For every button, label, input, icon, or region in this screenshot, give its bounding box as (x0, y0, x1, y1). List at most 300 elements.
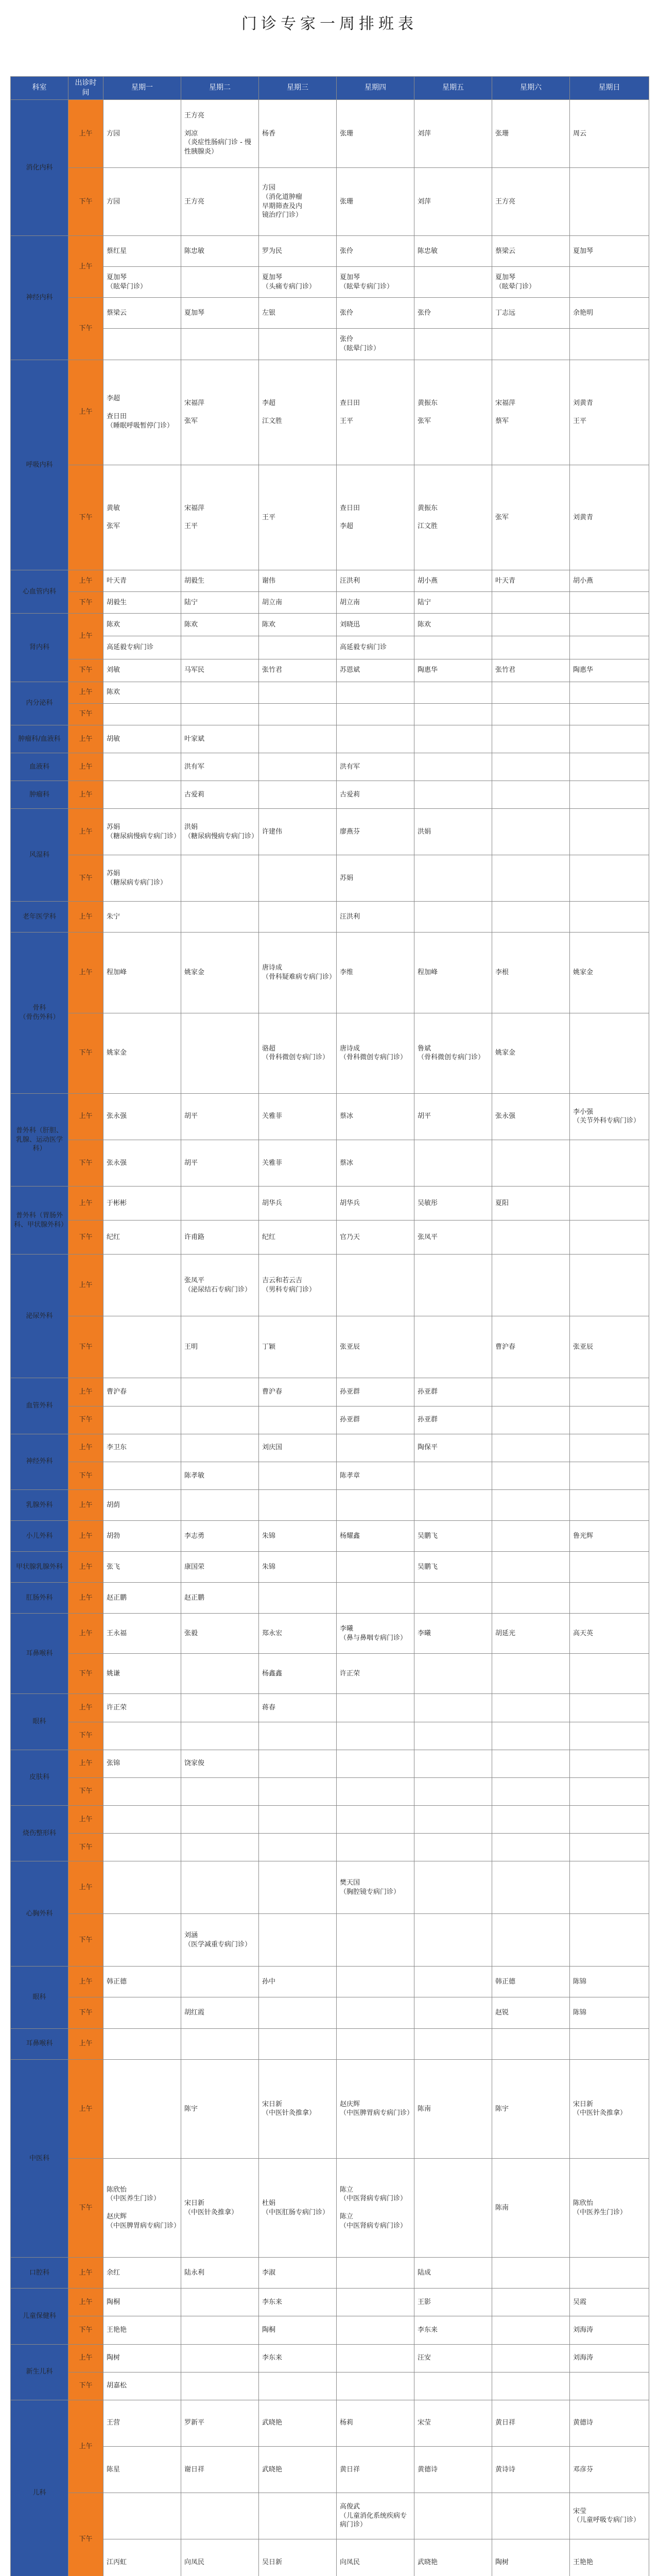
doctor-cell: 姚家金 (492, 1013, 570, 1093)
period-label: 上午 (68, 2344, 103, 2372)
period-label: 上午 (68, 2400, 103, 2493)
department-name: 心胸外科 (11, 1861, 68, 1966)
doctor-cell (492, 1583, 570, 1614)
doctor-cell (259, 855, 337, 902)
doctor-cell: 夏加琴 (570, 236, 649, 267)
schedule-row (11, 360, 649, 465)
doctor-cell: 唐诗成 （骨科疑难病专病门诊） (259, 933, 337, 1013)
doctor-cell: 张伶 (337, 298, 414, 329)
header-cell: 星期日 (570, 77, 649, 100)
doctor-cell (181, 1861, 259, 1913)
schedule-row (11, 2344, 649, 2372)
doctor-cell: 许建伟 (259, 809, 337, 855)
department-name: 中医科 (11, 2059, 68, 2258)
doctor-cell (570, 1378, 649, 1406)
schedule-row (11, 1140, 649, 1186)
doctor-cell: 刘黄青 (570, 465, 649, 570)
doctor-cell (570, 682, 649, 703)
doctor-cell (570, 1654, 649, 1694)
doctor-cell: 陶惠华 (414, 659, 492, 682)
doctor-cell (492, 1406, 570, 1434)
doctor-cell (570, 1013, 649, 1093)
doctor-cell: 陈宇 (492, 2059, 570, 2158)
department-name: 口腔科 (11, 2258, 68, 2289)
department-name: 眼科 (11, 1694, 68, 1750)
doctor-cell (259, 1489, 337, 1520)
doctor-cell: 黄振东 张军 (414, 360, 492, 465)
doctor-cell: 吴敏彤 (414, 1186, 492, 1220)
doctor-cell: 陈宇 (181, 2059, 259, 2158)
period-label: 上午 (68, 1378, 103, 1406)
doctor-cell (103, 2059, 181, 2158)
doctor-cell: 杨莉 (337, 2400, 414, 2446)
department-name: 血管外科 (11, 1378, 68, 1434)
doctor-cell: 黄德诗 (414, 2446, 492, 2493)
schedule-row (11, 2446, 649, 2493)
doctor-cell: 王营 (103, 2400, 181, 2446)
doctor-cell: 王明 (181, 1316, 259, 1378)
doctor-cell: 张伶 (337, 236, 414, 267)
department-name: 皮肤科 (11, 1750, 68, 1805)
doctor-cell: 武晓艳 (259, 2400, 337, 2446)
doctor-cell: 纪红 (259, 1221, 337, 1255)
period-label: 下午 (68, 1654, 103, 1694)
schedule-row (11, 1255, 649, 1316)
schedule-row (11, 99, 649, 167)
doctor-cell: 许正荣 (337, 1654, 414, 1694)
doctor-cell: 鲁斌 （骨科微创专病门诊） (414, 1013, 492, 1093)
doctor-cell: 苏娟 （糖尿病慢病专病门诊） (103, 809, 181, 855)
doctor-cell: 张珊 (337, 167, 414, 235)
doctor-cell (181, 2372, 259, 2400)
doctor-cell: 张永强 (492, 1093, 570, 1140)
department-name: 肿瘤科/血液科 (11, 725, 68, 753)
doctor-cell (181, 1722, 259, 1750)
header-cell: 星期五 (414, 77, 492, 100)
period-label: 上午 (68, 236, 103, 298)
header-cell: 科室 (11, 77, 68, 100)
doctor-cell (337, 2316, 414, 2344)
doctor-cell: 孙亚群 (337, 1378, 414, 1406)
doctor-cell: 鲁光辉 (570, 1520, 649, 1551)
doctor-cell: 姚家金 (181, 933, 259, 1013)
doctor-cell (337, 1833, 414, 1861)
doctor-cell (414, 725, 492, 753)
doctor-cell (181, 2493, 259, 2539)
schedule-row (11, 1552, 649, 1583)
doctor-cell: 高延毅专病门诊 (103, 636, 181, 659)
department-name: 烧伤整形科 (11, 1805, 68, 1861)
doctor-cell (181, 1406, 259, 1434)
doctor-cell: 马军民 (181, 659, 259, 682)
department-name: 风湿科 (11, 809, 68, 902)
doctor-cell: 朱锦 (259, 1552, 337, 1583)
period-label: 上午 (68, 2258, 103, 2289)
doctor-cell (492, 1140, 570, 1186)
doctor-cell (259, 1833, 337, 1861)
period-label: 上午 (68, 1614, 103, 1654)
doctor-cell: 李超 江文胜 (259, 360, 337, 465)
doctor-cell: 高延毅专病门诊 (337, 636, 414, 659)
doctor-cell (337, 1777, 414, 1805)
doctor-cell (259, 1583, 337, 1614)
period-label: 下午 (68, 592, 103, 614)
doctor-cell: 方园 (103, 99, 181, 167)
doctor-cell (181, 682, 259, 703)
doctor-cell (103, 1805, 181, 1833)
schedule-row (11, 2316, 649, 2344)
doctor-cell: 李曦 (414, 1614, 492, 1654)
department-name: 肿瘤科 (11, 781, 68, 808)
period-label: 下午 (68, 167, 103, 235)
doctor-cell: 李东来 (259, 2344, 337, 2372)
doctor-cell: 宋日新 （中医针灸推拿） (259, 2059, 337, 2158)
period-label: 下午 (68, 1013, 103, 1093)
doctor-cell: 许正荣 (103, 1694, 181, 1722)
doctor-cell (337, 1805, 414, 1833)
doctor-cell: 叶天青 (103, 570, 181, 592)
doctor-cell: 陈欣怡 （中医养生门诊） 赵庆辉 （中医脾胃病专病门诊） (103, 2158, 181, 2257)
doctor-cell: 胡敏 (103, 725, 181, 753)
doctor-cell: 胡荫 (103, 1489, 181, 1520)
doctor-cell: 汪安 (414, 2344, 492, 2372)
doctor-cell: 李维 (337, 933, 414, 1013)
doctor-cell: 丁志远 (492, 298, 570, 329)
period-label: 上午 (68, 2059, 103, 2158)
doctor-cell (414, 1805, 492, 1833)
doctor-cell (337, 1434, 414, 1462)
doctor-cell: 蔡梁云 (103, 298, 181, 329)
doctor-cell (181, 1378, 259, 1406)
doctor-cell (103, 1777, 181, 1805)
doctor-cell: 吴鹏飞 (414, 1520, 492, 1551)
doctor-cell: 吴日新 (259, 2539, 337, 2576)
period-label: 下午 (68, 2372, 103, 2400)
doctor-cell (259, 329, 337, 360)
schedule-row (11, 2289, 649, 2316)
doctor-cell (492, 2316, 570, 2344)
doctor-cell: 胡嘉松 (103, 2372, 181, 2400)
doctor-cell: 李根 (492, 933, 570, 1013)
doctor-cell: 李东来 (259, 2289, 337, 2316)
period-label: 下午 (68, 1221, 103, 1255)
doctor-cell: 关雅菲 (259, 1140, 337, 1186)
schedule-row (11, 1462, 649, 1489)
doctor-cell: 宋福萍 张军 (181, 360, 259, 465)
doctor-cell (181, 2344, 259, 2372)
schedule-row (11, 2539, 649, 2576)
doctor-cell (337, 703, 414, 725)
doctor-cell: 孙亚群 (337, 1406, 414, 1434)
doctor-cell: 孙中 (259, 1967, 337, 1997)
doctor-cell: 张永强 (103, 1093, 181, 1140)
schedule-table (10, 76, 649, 2576)
header-cell: 星期一 (103, 77, 181, 100)
doctor-cell: 胡平 (181, 1093, 259, 1140)
doctor-cell: 叶家斌 (181, 725, 259, 753)
doctor-cell (337, 2344, 414, 2372)
doctor-cell: 高天英 (570, 1614, 649, 1654)
period-label: 下午 (68, 1777, 103, 1805)
schedule-row (11, 2028, 649, 2059)
doctor-cell: 张飞 (103, 1552, 181, 1583)
doctor-cell (103, 1406, 181, 1434)
doctor-cell (570, 329, 649, 360)
doctor-cell: 陶树 (103, 2344, 181, 2372)
department-name: 肾内科 (11, 614, 68, 682)
doctor-cell: 张锦 (103, 1750, 181, 1777)
doctor-cell: 向凤民 (337, 2539, 414, 2576)
doctor-cell: 蔡梁云 (492, 236, 570, 267)
doctor-cell (570, 1489, 649, 1520)
doctor-cell (492, 1520, 570, 1551)
doctor-cell (492, 1489, 570, 1520)
doctor-cell: 张伶 （眩晕门诊） (337, 329, 414, 360)
schedule-row (11, 1997, 649, 2028)
doctor-cell: 宋日新 （中医针灸推拿） (570, 2059, 649, 2158)
doctor-cell (181, 329, 259, 360)
doctor-cell (259, 703, 337, 725)
doctor-cell: 赵正鹏 (103, 1583, 181, 1614)
doctor-cell: 于彬彬 (103, 1186, 181, 1220)
doctor-cell: 胡毅生 (103, 592, 181, 614)
doctor-cell: 夏加琴 （眩晕门诊） (492, 267, 570, 298)
header-cell: 星期二 (181, 77, 259, 100)
doctor-cell (181, 855, 259, 902)
schedule-body (11, 99, 649, 2576)
doctor-cell (103, 1462, 181, 1489)
doctor-cell: 向凤民 (181, 2539, 259, 2576)
doctor-cell (181, 1805, 259, 1833)
doctor-cell (492, 1434, 570, 1462)
doctor-cell (181, 1967, 259, 1997)
header-cell: 出诊时间 (68, 77, 103, 100)
schedule-row (11, 1013, 649, 1093)
doctor-cell: 刘海涛 (570, 2316, 649, 2344)
doctor-cell (337, 2258, 414, 2289)
doctor-cell: 洪有军 (181, 753, 259, 781)
doctor-cell (570, 267, 649, 298)
schedule-row (11, 781, 649, 808)
doctor-cell (492, 1722, 570, 1750)
doctor-cell: 陈孝敏 (181, 1462, 259, 1489)
doctor-cell: 陶树 (492, 2539, 570, 2576)
doctor-cell: 张军 (492, 465, 570, 570)
doctor-cell: 赵庆辉 （中医脾胃病专病门诊） (337, 2059, 414, 2158)
doctor-cell: 张伶 (414, 298, 492, 329)
doctor-cell (414, 1861, 492, 1913)
doctor-cell (492, 682, 570, 703)
doctor-cell: 官乃天 (337, 1221, 414, 1255)
doctor-cell: 苏娟 （糖尿病专病门诊） (103, 855, 181, 902)
header-cell: 星期三 (259, 77, 337, 100)
doctor-cell: 宋日新 （中医针灸推拿） (181, 2158, 259, 2257)
doctor-cell: 杨鑫鑫 (259, 1654, 337, 1694)
doctor-cell: 胡华兵 (259, 1186, 337, 1220)
doctor-cell (337, 1750, 414, 1777)
doctor-cell (492, 2289, 570, 2316)
doctor-cell (492, 855, 570, 902)
doctor-cell: 谢伟 (259, 570, 337, 592)
doctor-cell: 武晓艳 (259, 2446, 337, 2493)
doctor-cell (337, 1489, 414, 1520)
doctor-cell: 胡立南 (259, 592, 337, 614)
doctor-cell (337, 1997, 414, 2028)
doctor-cell (103, 329, 181, 360)
doctor-cell: 胡延光 (492, 1614, 570, 1654)
doctor-cell: 吴鹏飞 (414, 1552, 492, 1583)
doctor-cell: 罗新平 (181, 2400, 259, 2446)
doctor-cell: 唐诗成 （骨科微创专病门诊） (337, 1013, 414, 1093)
schedule-row (11, 1654, 649, 1694)
doctor-cell (181, 636, 259, 659)
doctor-cell (414, 1967, 492, 1997)
doctor-cell: 陈欢 (103, 614, 181, 636)
doctor-cell (414, 2372, 492, 2400)
doctor-cell (570, 725, 649, 753)
doctor-cell (570, 1914, 649, 1967)
doctor-cell: 王艳艳 (570, 2539, 649, 2576)
doctor-cell (492, 725, 570, 753)
schedule-row (11, 1722, 649, 1750)
period-label: 上午 (68, 1750, 103, 1777)
doctor-cell: 程加峰 (103, 933, 181, 1013)
schedule-row (11, 1489, 649, 1520)
doctor-cell: 洪娟 (414, 809, 492, 855)
period-label: 下午 (68, 1833, 103, 1861)
period-label: 上午 (68, 902, 103, 933)
doctor-cell (570, 1861, 649, 1913)
period-label: 上午 (68, 682, 103, 703)
schedule-row (11, 1406, 649, 1434)
doctor-cell: 孙亚群 (414, 1378, 492, 1406)
doctor-cell (259, 753, 337, 781)
doctor-cell: 胡毅生 (181, 570, 259, 592)
doctor-cell (570, 1833, 649, 1861)
doctor-cell (492, 753, 570, 781)
schedule-row (11, 465, 649, 570)
doctor-cell: 陈欢 (259, 614, 337, 636)
doctor-cell: 胡小燕 (414, 570, 492, 592)
doctor-cell (414, 1140, 492, 1186)
doctor-cell: 王影 (414, 2289, 492, 2316)
doctor-cell (492, 902, 570, 933)
doctor-cell: 张凤平 (414, 1221, 492, 1255)
period-label: 上午 (68, 1552, 103, 1583)
period-label: 上午 (68, 1805, 103, 1833)
doctor-cell: 郑永宏 (259, 1614, 337, 1654)
doctor-cell (570, 592, 649, 614)
doctor-cell: 廖燕芬 (337, 809, 414, 855)
doctor-cell (492, 1654, 570, 1694)
doctor-cell (570, 1805, 649, 1833)
doctor-cell: 陆宁 (181, 592, 259, 614)
doctor-cell (492, 2344, 570, 2372)
doctor-cell: 陆永利 (181, 2258, 259, 2289)
department-name: 泌尿外科 (11, 1255, 68, 1378)
doctor-cell: 洪有军 (337, 753, 414, 781)
doctor-cell: 黄振东 江文胜 (414, 465, 492, 570)
doctor-cell: 韩正德 (103, 1967, 181, 1997)
doctor-cell (492, 1861, 570, 1913)
doctor-cell: 朱宁 (103, 902, 181, 933)
schedule-row (11, 1694, 649, 1722)
doctor-cell (181, 1777, 259, 1805)
doctor-cell: 陈南 (492, 2158, 570, 2257)
doctor-cell: 程加峰 (414, 933, 492, 1013)
period-label: 下午 (68, 1997, 103, 2028)
doctor-cell (337, 1914, 414, 1967)
schedule-row (11, 1750, 649, 1777)
doctor-cell: 宋福萍 蔡军 (492, 360, 570, 465)
doctor-cell (337, 2372, 414, 2400)
doctor-cell (259, 1997, 337, 2028)
doctor-cell (103, 1833, 181, 1861)
doctor-cell: 陶保平 (414, 1434, 492, 1462)
period-label: 下午 (68, 2158, 103, 2257)
doctor-cell (492, 1777, 570, 1805)
doctor-cell (337, 1967, 414, 1997)
department-name: 耳鼻喉科 (11, 1614, 68, 1694)
doctor-cell: 李淑 (259, 2258, 337, 2289)
schedule-row (11, 329, 649, 360)
header-cell: 星期六 (492, 77, 570, 100)
doctor-cell: 陈锦 (570, 1997, 649, 2028)
schedule-row (11, 1914, 649, 1967)
doctor-cell: 查日田 王平 (337, 360, 414, 465)
doctor-cell: 江丙虹 (103, 2539, 181, 2576)
doctor-cell (414, 1914, 492, 1967)
doctor-cell: 曹沪春 (259, 1378, 337, 1406)
doctor-cell: 汪洪利 (337, 902, 414, 933)
doctor-cell (181, 2316, 259, 2344)
schedule-row (11, 1967, 649, 1997)
doctor-cell: 黄诗诗 (492, 2446, 570, 2493)
doctor-cell (103, 1255, 181, 1316)
doctor-cell: 胡华兵 (337, 1186, 414, 1220)
doctor-cell (103, 2493, 181, 2539)
doctor-cell (492, 1462, 570, 1489)
doctor-cell: 纪红 (103, 1221, 181, 1255)
doctor-cell: 胡平 (181, 1140, 259, 1186)
department-name: 神经外科 (11, 1434, 68, 1489)
schedule-row (11, 1861, 649, 1913)
doctor-cell (259, 2493, 337, 2539)
period-label: 上午 (68, 2289, 103, 2316)
schedule-row (11, 298, 649, 329)
doctor-cell: 李超 查日田 （睡眠呼吸暂停门诊） (103, 360, 181, 465)
doctor-cell: 孙亚群 (414, 1406, 492, 1434)
department-name: 老年医学科 (11, 902, 68, 933)
doctor-cell (103, 1997, 181, 2028)
doctor-cell: 赵正鹏 (181, 1583, 259, 1614)
doctor-cell (492, 1552, 570, 1583)
doctor-cell (181, 267, 259, 298)
doctor-cell: 蔡冰 (337, 1093, 414, 1140)
doctor-cell (492, 1221, 570, 1255)
schedule-row (11, 236, 649, 267)
doctor-cell: 康国荣 (181, 1552, 259, 1583)
period-label: 上午 (68, 753, 103, 781)
doctor-cell: 张凤平 （泌尿结石专病门诊） (181, 1255, 259, 1316)
doctor-cell (337, 682, 414, 703)
doctor-cell: 刘萍 (414, 167, 492, 235)
doctor-cell: 陈锦 (570, 1967, 649, 1997)
schedule-row (11, 570, 649, 592)
doctor-cell: 陈欣怡 （中医养生门诊） (570, 2158, 649, 2257)
doctor-cell: 夏加琴 (181, 298, 259, 329)
doctor-cell (414, 2028, 492, 2059)
